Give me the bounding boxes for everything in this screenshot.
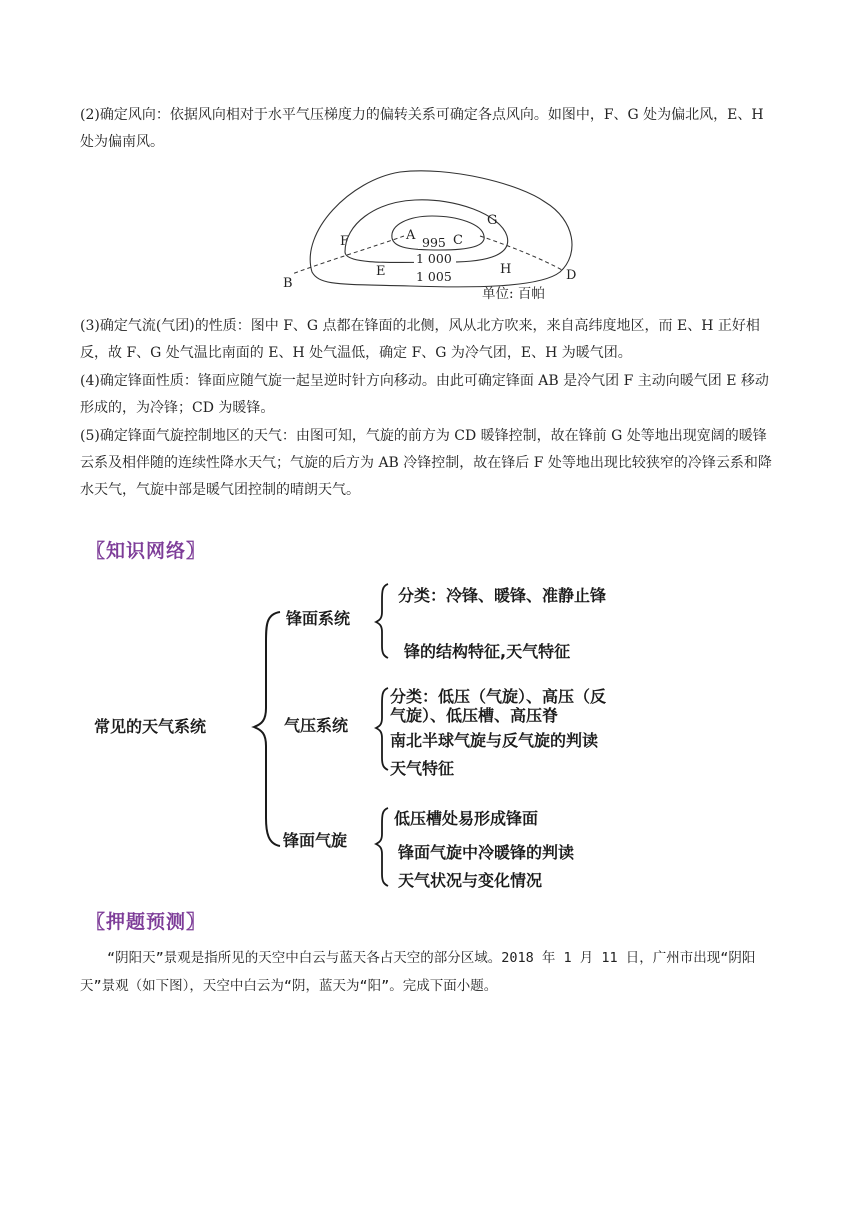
label-H: H <box>500 262 512 277</box>
pressure-item-classification-2: 气旋）、低压槽、高压脊 <box>390 706 559 725</box>
front-item-structure: 锋的结构特征,天气特征 <box>404 642 571 661</box>
label-B: B <box>283 276 293 291</box>
cyclone-item-weather: 天气状况与变化情况 <box>398 871 543 890</box>
section-title-knowledge-network: 〖知识网络〗 <box>86 540 207 562</box>
brace-pressure-system <box>376 688 388 770</box>
paragraph-air-mass: (3)确定气流(气团)的性质：图中 F、G 点都在锋面的北侧，风从北方吹来，来自高纬度地区，而 E、H 正好相反，故 F、G 处气温比南面的 E、H 处气温低，确定 F、G 为冷气团，E、H 为暖气团。 <box>80 318 760 361</box>
pressure-item-classification-1: 分类：低压（气旋）、高压（反 <box>390 687 607 706</box>
network-root: 常见的天气系统 <box>94 717 207 736</box>
front-item-classification: 分类：冷锋、暖锋、准静止锋 <box>398 586 607 605</box>
brace-frontal-cyclone <box>376 808 388 886</box>
brace-front-system <box>376 584 388 658</box>
paragraph-front-nature: (4)确定锋面性质：锋面应随气旋一起呈逆时针方向移动。由此可确定锋面 AB 是冷气团 F 主动向暖气团 E 移动形成的，为冷锋；CD 为暖锋。 <box>80 373 769 416</box>
prediction-question-text: “阴阳天”景观是指所见的天空中白云与蓝天各占天空的部分区域。2018 年 1 月 11 日，广州市出现“阴阳天”景观（如下图），天空中白云为“阴，蓝天为“阳”。完成下面小题。 <box>80 950 756 994</box>
label-G: G <box>487 213 498 228</box>
unit-label: 单位: 百帕 <box>482 286 545 302</box>
isobar-label-1000: 1 000 <box>416 251 452 266</box>
branch-pressure-system: 气压系统 <box>284 716 349 735</box>
root-brace <box>254 612 280 846</box>
warm-front-CD <box>480 236 562 270</box>
branch-frontal-cyclone: 锋面气旋 <box>283 831 348 850</box>
label-E: E <box>376 264 386 279</box>
isobar-label-995: 995 <box>422 235 446 250</box>
paragraph-weather: (5)确定锋面气旋控制地区的天气：由图可知，气旋的前方为 CD 暖锋控制，故在锋前 G 处等地出现宽阔的暖锋云系及相伴随的连续性降水天气；气旋的后方为 AB 冷锋控制，故在锋后 F 处等地出现比较狭窄的冷锋云系和降水天气，气旋中部是暖气团控制的晴朗天气。 <box>80 428 772 498</box>
label-C: C <box>453 233 463 248</box>
branch-front-system: 锋面系统 <box>286 609 351 628</box>
cyclone-item-judge: 锋面气旋中冷暖锋的判读 <box>398 843 575 862</box>
paragraph-wind-direction: (2)确定风向：依据风向相对于水平气压梯度力的偏转关系可确定各点风向。如图中，F、G 处为偏北风，E、H 处为偏南风。 <box>80 107 764 150</box>
pressure-item-weather: 天气特征 <box>390 759 455 778</box>
label-D: D <box>566 268 577 283</box>
isobar-label-1005: 1 005 <box>416 269 452 284</box>
section-title-prediction: 〖押题预测〗 <box>86 911 207 933</box>
cyclone-item-trough: 低压槽处易形成锋面 <box>394 809 539 828</box>
label-A: A <box>406 228 416 243</box>
pressure-item-hemisphere: 南北半球气旋与反气旋的判读 <box>390 731 599 750</box>
label-F: F <box>340 234 350 249</box>
knowledge-network-diagram <box>0 570 860 890</box>
